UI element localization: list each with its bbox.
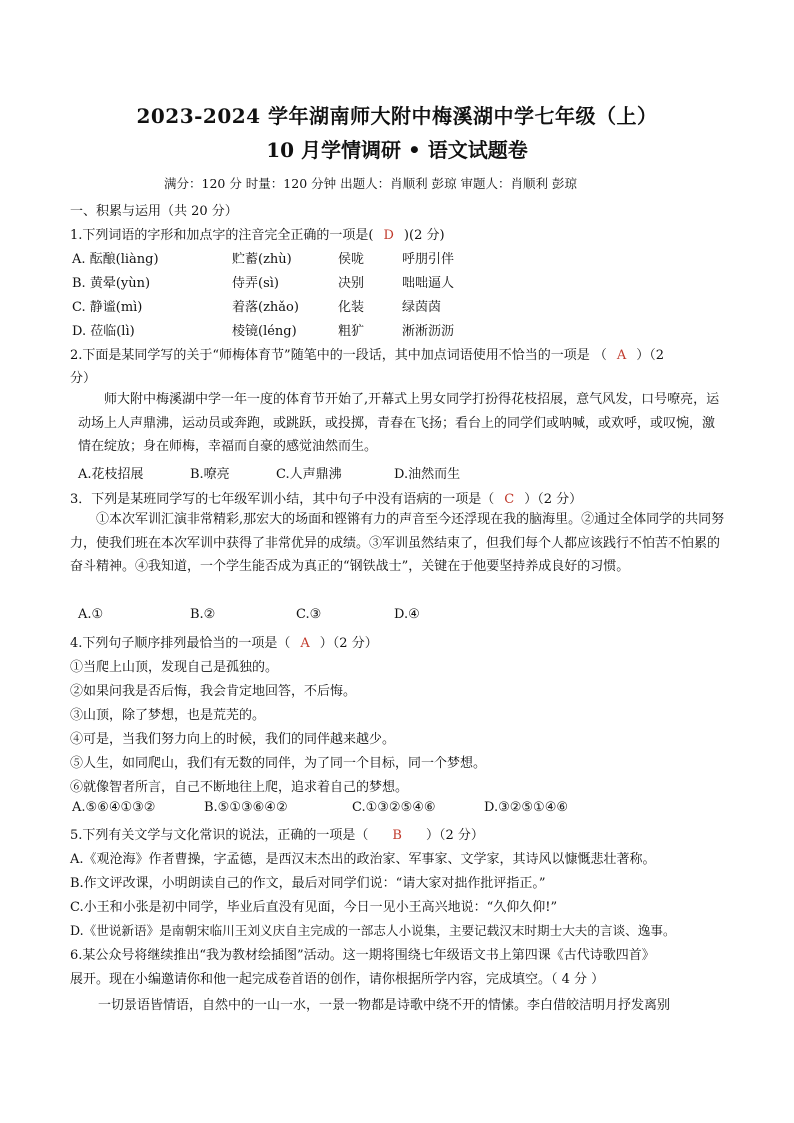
option-a-4: 呼朋引伴 [402, 252, 455, 267]
q3-option-b: B.② [190, 607, 216, 622]
q4-option-c: C.①③②⑤④⑥ [352, 800, 436, 815]
q3-option-d: D.④ [394, 607, 420, 622]
q2-option-a: A.花枝招展 [78, 467, 144, 482]
q2-option-c: C.人声鼎沸 [276, 467, 342, 482]
option-d-2: 棱镜(léng) [232, 324, 297, 339]
section-heading: 一、积累与运用（共 20 分） [70, 204, 238, 219]
question-3-passage: ①本次军训汇演非常精彩,那宏大的场面和铿锵有力的声音至今还浮现在我的脑海里。②通过全体同学的共同努力，使我们班在本次军训中获得了非常优异的成绩。③军训虽然结束了，但我们每个人都应该践行不怕苦不怕累的奋斗精神。④我知道，一个学生能否成为真正的“钢铁战士”，关键在于他要坚持养成良好的习惯。 [70, 512, 725, 574]
q4-sentence: ①当爬上山顶，发现自己是孤独的。 [70, 660, 279, 675]
option-b-4: 咄咄逼人 [402, 276, 455, 291]
question-5-stem: 5.下列有关文学与文化常识的说法，正确的一项是（ B ）（2 分） [70, 828, 484, 843]
option-b-1: B. 黄晕(yùn) [72, 276, 151, 291]
option-c-1: C. 静谧(mì) [72, 300, 143, 315]
q3-option-a: A.① [78, 607, 104, 622]
option-d-1: D. 莅临(lì) [72, 324, 135, 339]
exam-title-line1: 2023-2024 学年湖南师大附中梅溪湖中学七年级（上） [136, 104, 658, 128]
option-d-4: 淅淅沥沥 [402, 324, 455, 339]
exam-title-line2: 10 月学情调研 • 语文试题卷 [266, 138, 528, 162]
question-1-stem: 1.下列词语的字形和加点字的注音完全正确的一项是( D )(2 分) [70, 228, 445, 243]
option-b-2: 侍弄(sì) [232, 276, 279, 291]
q4-sentence: ③山顶，除了梦想，也是荒芜的。 [70, 708, 266, 723]
q5-option-b: B.作文评改课，小明朗读自己的作文，最后对同学们说：“请大家对拙作批评指正。” [70, 876, 546, 891]
q4-option-d: D.③②⑤①④⑥ [484, 800, 569, 815]
exam-meta-info: 满分：120 分 时量：120 分钟 出题人：肖顺利 彭琼 审题人：肖顺利 彭琼 [164, 176, 578, 191]
option-b-3: 决别 [338, 276, 365, 291]
option-a-2: 贮蓄(zhù) [232, 252, 292, 267]
option-c-2: 着落(zhǎo) [232, 300, 299, 315]
q4-sentence: ⑥就像智者所言，自己不断地往上爬，追求着自己的梦想。 [70, 780, 409, 795]
question-6-passage: 一切景语皆情语，自然中的一山一水，一景一物都是诗歌中绕不开的情愫。李白借皎洁明月抒发离别 [98, 998, 671, 1013]
option-c-4: 绿茵茵 [402, 300, 442, 315]
q5-option-a: A.《观沧海》作者曹操，字孟德，是西汉末杰出的政治家、军事家、文学家，其诗风以慷慨悲壮著称。 [70, 852, 656, 867]
question-6-stem-wrap: 展开。现在小编邀请你和他一起完成卷首语的创作，请你根据所学内容，完成填空。（ 4 分 ） [70, 972, 605, 987]
option-c-3: 化装 [338, 300, 365, 315]
q5-option-c: C.小王和小张是初中同学，毕业后直没有见面，今日一见小王高兴地说：“久仰久仰!” [70, 900, 558, 915]
q5-option-d: D.《世说新语》是南朝宋临川王刘义庆自主完成的一部志人小说集，主要记载汉末时期士大夫的言谈、逸事。 [70, 923, 676, 938]
question-2-answer: A [616, 348, 627, 363]
q4-sentence: ⑤人生，如同爬山，我们有无数的同伴，为了同一个目标，同一个梦想。 [70, 756, 487, 771]
question-4-answer: A [300, 636, 310, 651]
question-2-stem: 2.下面是某同学写的关于“师梅体育节”随笔中的一段话，其中加点词语使用不恰当的一项是 （ A ）（2 [70, 348, 665, 363]
option-a-1: A. 酝酿(liàng) [72, 252, 159, 267]
option-a-3: 侯咙 [338, 252, 365, 267]
question-1-answer: D [383, 228, 394, 243]
question-3-stem: 3．下列是某班同学写的七年级军训小结，其中句子中没有语病的一项是（ C ）（2 分） [70, 492, 583, 507]
question-4-stem: 4.下列句子顺序排列最恰当的一项是（ A ）（2 分） [70, 636, 378, 651]
q4-sentence: ②如果问我是否后悔，我会肯定地回答，不后悔。 [70, 684, 357, 699]
q3-option-c: C.③ [296, 607, 322, 622]
q2-option-b: B.嘹亮 [190, 467, 230, 482]
q4-option-b: B.⑤①③⑥④② [204, 800, 288, 815]
q2-option-d: D.油然而生 [394, 467, 461, 482]
option-d-3: 粗犷 [338, 324, 365, 339]
q4-sentence: ④可是，当我们努力向上的时候，我们的同伴越来越少。 [70, 732, 396, 747]
question-6-stem: 6.某公众号将继续推出“我为教材绘插图”活动。这一期将围绕七年级语文书上第四课《古代诗歌四首》 [70, 948, 655, 963]
question-5-answer: B [392, 828, 402, 843]
q4-option-a: A.⑤⑥④①③② [72, 800, 156, 815]
question-2-stem-wrap: 分） [70, 371, 97, 386]
question-3-answer: C [504, 492, 515, 507]
question-2-passage: 师大附中梅溪湖中学一年一度的体育节开始了,开幕式上男女同学打扮得花枝招展，意气风发，口号嘹亮，运动场上人声鼎沸，运动员或奔跑，或跳跃，或投掷，青春在飞扬；看台上的同学们或呐喊，或欢呼，或叹惋，激情在绽放；身在师梅，幸福而自豪的感觉油然而生。 [78, 392, 720, 454]
